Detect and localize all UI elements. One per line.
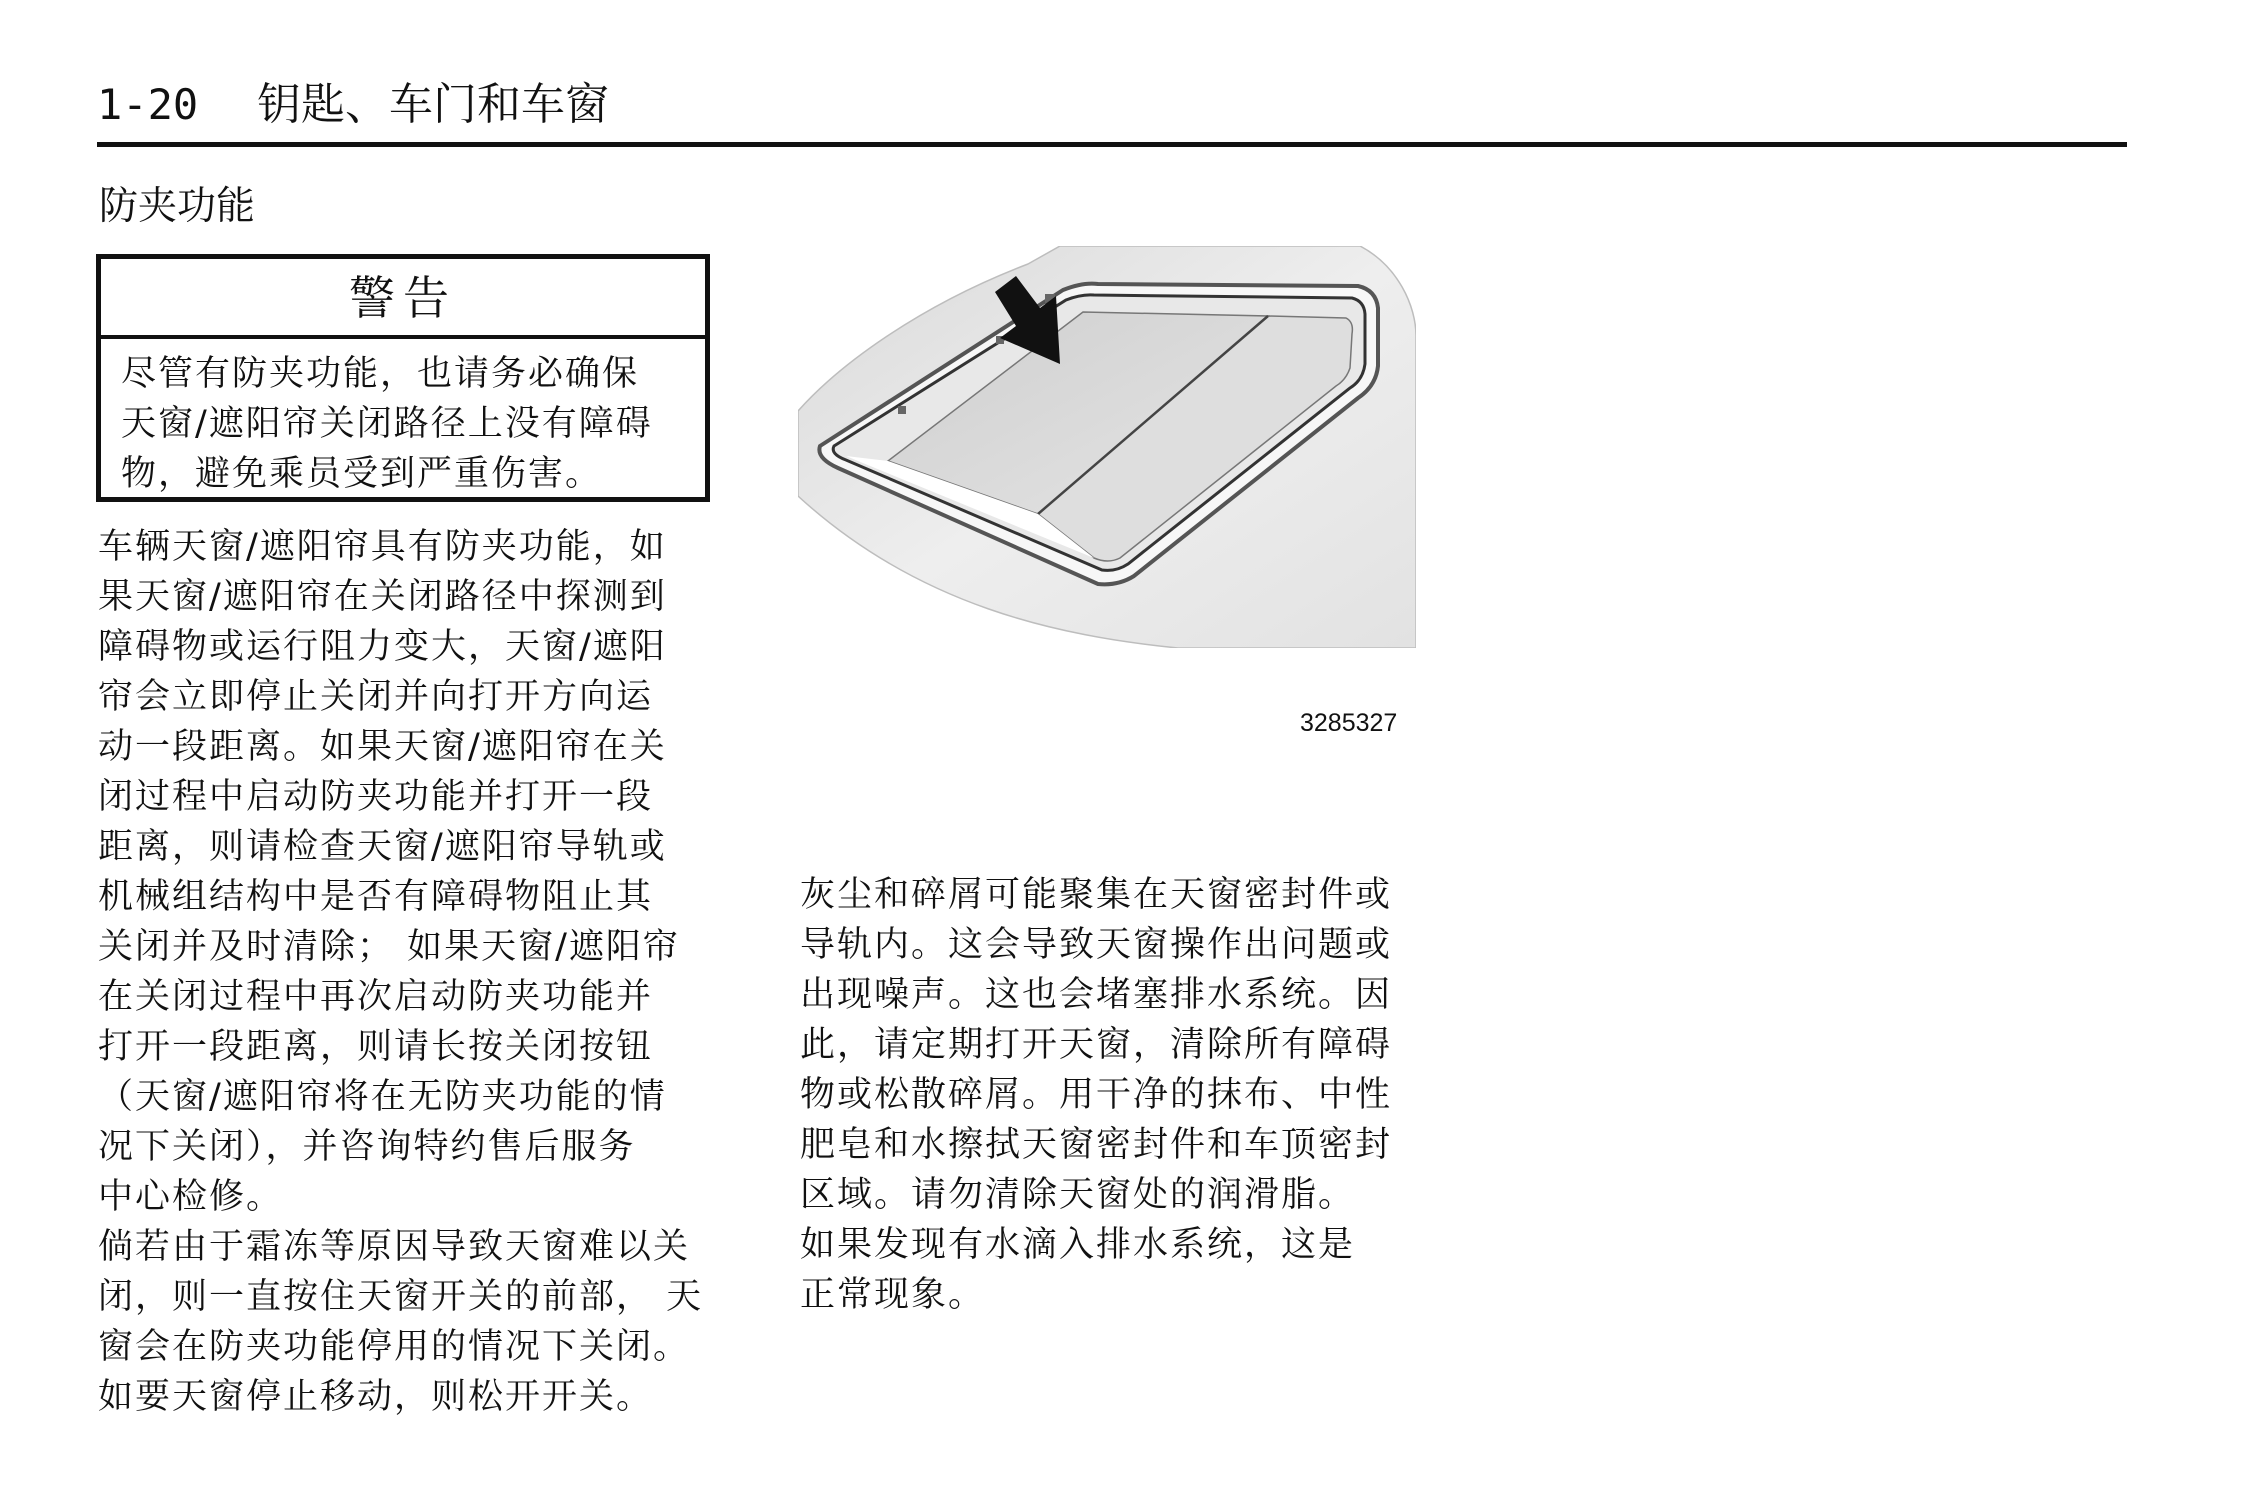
text-line: 出现噪声。这也会堵塞排水系统。因	[800, 975, 1393, 1015]
text-line: 灰尘和碎屑可能聚集在天窗密封件或	[800, 875, 1393, 915]
text-line: 窗会在防夹功能停用的情况下关闭。	[98, 1327, 691, 1367]
warning-line: 尽管有防夹功能，也请务必确保	[121, 354, 640, 394]
text-line: 障碍物或运行阻力变大，天窗/遮阳	[98, 627, 667, 667]
text-line: 闭过程中启动防夹功能并打开一段	[98, 777, 654, 817]
right-column-text	[800, 870, 1392, 1320]
left-column-text	[98, 522, 703, 1422]
page-header	[97, 70, 2127, 147]
warning-line: 天窗/遮阳帘关闭路径上没有障碍	[121, 404, 653, 444]
text-line: 物或松散碎屑。用干净的抹布、中性	[800, 1075, 1393, 1115]
warning-text	[101, 339, 705, 499]
text-line: 况下关闭），并咨询特约售后服务	[98, 1127, 636, 1167]
warning-box	[96, 254, 710, 502]
warning-line: 物，避免乘员受到严重伤害。	[121, 454, 603, 494]
text-line: 果天窗/遮阳帘在关闭路径中探测到	[98, 577, 667, 617]
text-line: 车辆天窗/遮阳帘具有防夹功能，如	[98, 527, 667, 567]
text-line: 帘会立即停止关闭并向打开方向运	[98, 677, 654, 717]
text-line: 闭，则一直按住天窗开关的前部， 天	[98, 1277, 704, 1317]
sunroof-illustration	[798, 246, 1416, 648]
text-line: 肥皂和水擦拭天窗密封件和车顶密封	[800, 1125, 1393, 1165]
text-line: 在关闭过程中再次启动防夹功能并	[98, 977, 654, 1017]
text-line: 如果发现有水滴入排水系统，这是	[800, 1225, 1356, 1265]
text-line: 倘若由于霜冻等原因导致天窗难以关	[98, 1227, 691, 1267]
text-line: 关闭并及时清除； 如果天窗/遮阳帘	[98, 927, 680, 967]
page-number: 1-20	[97, 80, 199, 129]
text-line: 打开一段距离，则请长按关闭按钮	[98, 1027, 654, 1067]
chapter-title: 钥匙、车门和车窗	[257, 79, 609, 130]
warning-title: 警告	[101, 259, 705, 339]
text-line: 导轨内。这会导致天窗操作出问题或	[800, 925, 1393, 965]
section-title: 防夹功能	[99, 184, 256, 229]
text-line: 如要天窗停止移动，则松开开关。	[98, 1377, 654, 1417]
text-line: 正常现象。	[800, 1275, 986, 1315]
figure-id: 3285327	[1300, 709, 1398, 737]
text-line: 距离，则请检查天窗/遮阳帘导轨或	[98, 827, 667, 867]
text-line: 中心检修。	[98, 1177, 284, 1217]
text-line: 区域。请勿清除天窗处的润滑脂。	[800, 1175, 1356, 1215]
text-line: 动一段距离。如果天窗/遮阳帘在关	[98, 727, 667, 767]
text-line: 机械组结构中是否有障碍物阻止其	[98, 877, 654, 917]
text-line: （天窗/遮阳帘将在无防夹功能的情	[98, 1077, 667, 1117]
text-line: 此，请定期打开天窗，清除所有障碍	[800, 1025, 1393, 1065]
